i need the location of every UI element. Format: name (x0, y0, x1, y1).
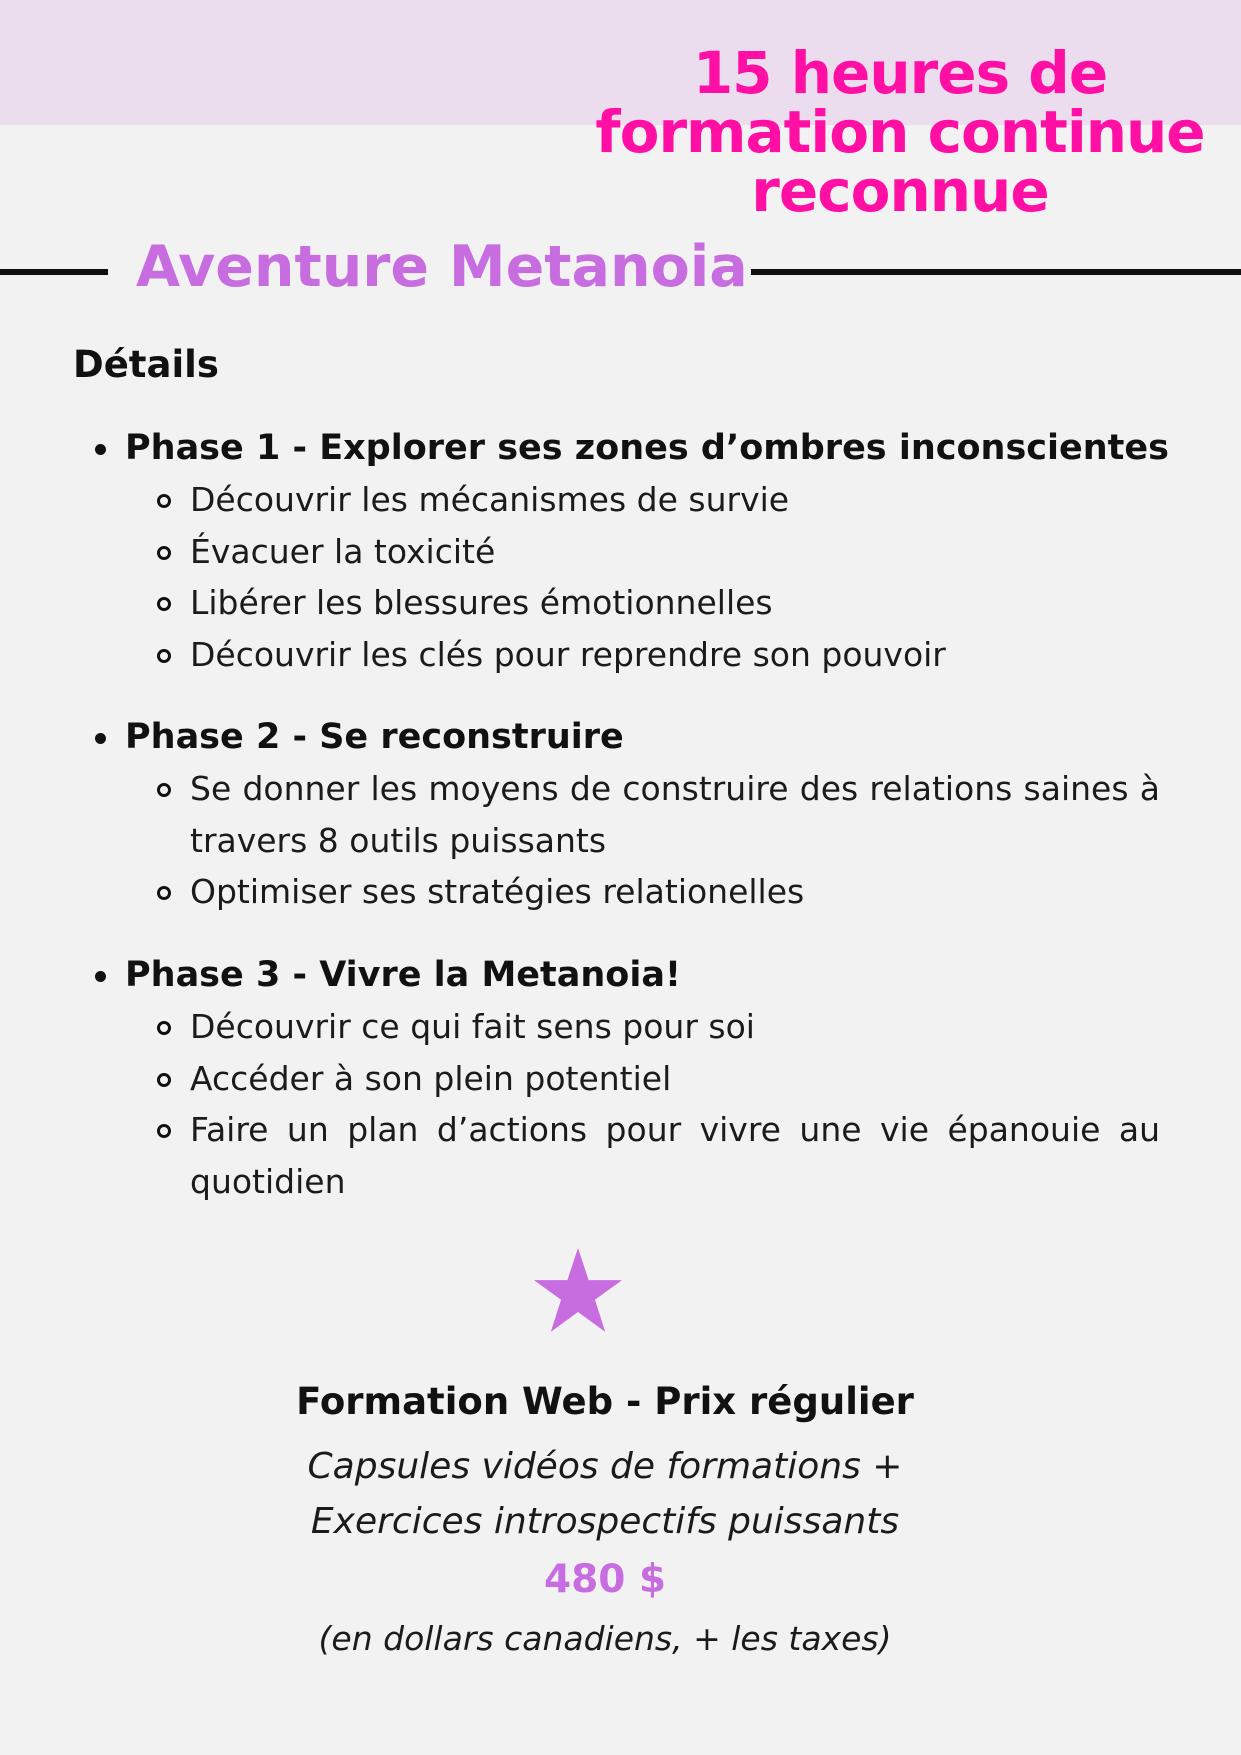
phase-3-section (95, 950, 1160, 1207)
list-item: Évacuer la toxicité (190, 526, 1160, 578)
page-title: Aventure Metanoia (136, 234, 748, 300)
price-note: (en dollars canadiens, + les taxes) (318, 1619, 892, 1658)
title-divider-left (0, 269, 108, 275)
price-value: 480 $ (543, 1557, 667, 1602)
list-item: Faire un plan d’actions pour vivre une vie épanouie au quotidien (190, 1104, 1160, 1207)
pricing-description (210, 1439, 1000, 1549)
phase-2-title: Phase 2 - Se reconstruire (95, 712, 1160, 763)
list-item: Découvrir ce qui fait sens pour soi (190, 1001, 1160, 1053)
list-item: Découvrir les clés pour reprendre son pouvoir (190, 629, 1160, 681)
star-icon (533, 1248, 623, 1334)
phase-3-title: Phase 3 - Vivre la Metanoia! (95, 950, 1160, 1001)
phase-1-list (95, 474, 1160, 680)
phase-1-section (95, 423, 1169, 680)
badge-line: reconnue (751, 157, 1049, 225)
list-item: Découvrir les mécanismes de survie (190, 474, 1160, 526)
continuing-education-badge (590, 39, 1210, 225)
badge-line: formation continue (595, 98, 1205, 166)
pricing-section (210, 1375, 1000, 1665)
phase-1-title: Phase 1 - Explorer ses zones d’ombres inconscientes (95, 423, 1160, 474)
phase-2-section (95, 712, 1160, 918)
list-item: Libérer les blessures émotionnelles (190, 577, 1160, 629)
pricing-description-line: Capsules vidéos de formations + (307, 1446, 903, 1487)
pricing-description-line: Exercices introspectifs puissants (310, 1501, 900, 1542)
phase-3-list (95, 1001, 1160, 1207)
pricing-heading: Formation Web - Prix régulier (296, 1380, 914, 1423)
title-divider-right (751, 269, 1241, 275)
list-item: Se donner les moyens de construire des relations saines à travers 8 outils puissants (190, 763, 1160, 866)
list-item: Optimiser ses stratégies relationelles (190, 866, 1160, 918)
badge-line: 15 heures de (692, 39, 1108, 107)
list-item: Accéder à son plein potentiel (190, 1053, 1160, 1105)
details-heading: Détails (73, 343, 219, 386)
star-shape (534, 1248, 622, 1332)
phase-2-list (95, 763, 1160, 918)
